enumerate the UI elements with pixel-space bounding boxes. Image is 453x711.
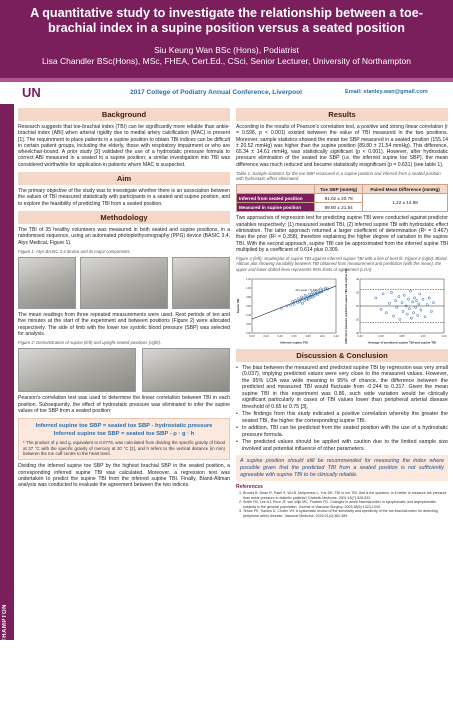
y-tick-label: 0.20 [245,322,251,326]
table-cell-diff: 1.22 ± 14.88 [363,194,448,212]
y-tick-label: 1.20 [245,277,251,281]
conference-name: 2017 College of Podiatry Annual Conference, Liverpool [130,89,302,96]
poster-title: A quantitative study to investigate the relationship between a toe-brachial index in a supine position versus a seated position [30,6,423,35]
list-item: • In addition, TBI can be predicted from the seated position with the use of a hydrostatic pressure formula. [236,425,448,438]
supine-position-photo [18,348,136,392]
scatter-chart [236,275,340,345]
x-tick-label: 0.40 [277,334,283,338]
y-tick-label: 0.80 [245,295,251,299]
x-tick-label: 0.20 [263,334,269,338]
reference-item: 2. Smith FB, Lee AJ, Price JF, van Wijk MC, Fowkes FG. Changes in ankle brachial index in symptomatic and asymptomatic subjects in the general population. Journal of Vascular Surgery. 2003;38(6):1323-1330. [243,500,448,509]
table-header-cell [237,185,315,194]
x-tick-label: 1.00 [420,334,426,338]
bland-altman-chart [344,268,448,345]
equation-note: * The product of ρ and g, equivalent to 0.0776, was calculated from dividing the specific gravity of blood at 37 °C with the specific gravity of mercury at 20 °C [2], and h refers to the vertical distance (in mm) between the toe cuff centre to the heart level. [23,440,225,456]
y-tick-label: 0.40 [245,313,251,317]
charts-row [236,268,448,345]
figure3-caption: Figure 3 (left): Scatterplot of supine TBI against inferred supine TBI with a line of best fit. Figure 4 (right): Bland-Altman plot showing variability between TBI obtained from measurement and prediction (with the mean), the upper and lower dotted lines represents 95% limits of agreement (LOA). [236,256,448,272]
seated-position-photo [142,348,230,392]
list-item: • The findings from this study indicated a positive correlation whereby the greater the seated TBI, the higher the corresponding supine TBI. [236,411,448,424]
figure2-caption: Figure 2: Demonstration of supine (left) and upright seated positions (right). [18,340,162,346]
background-heading: Background [18,108,230,121]
x-tick-label: 0.60 [291,334,297,338]
table-header-cell: Paired Mean Difference (mmHg) [363,185,448,194]
list-item: • The predicted values should be applied with caution due to the limited sample size involved and potential influence of other parameters. [236,439,448,452]
authors [6,45,447,67]
x-axis-label: Inferred supine TBI [280,340,308,345]
y-tick-label: 0.60 [245,304,251,308]
x-tick-label: 1.20 [333,334,339,338]
y-tick-label: .40 [355,277,359,281]
methodology-text-2: The mean readings from three repeated measurements were used. Rest periods of ten and five minutes at the start of the experiment and between positions (Figure 2) were allocated respectively. The side of limb with the lower toe systolic blood pressure (SBP) was selected for analysis. [18,312,230,337]
references-list [236,491,448,518]
figure1-photos [18,257,230,309]
equation-2: Inferred supine toe SBP = seated toe SBP - ρ · g · h [53,431,195,438]
contact-email: Email: stanley.wan@gmail.com [345,89,428,95]
methodology-text-4: Dividing the inferred supine toe SBP by the highest brachial SBP in the seated position, a corresponding inferred supine TBI was calculated. Moreover, a regression test was undertaken to predict the supine TBI from the inferred supine TBI. Finally, Bland-Altman analysis was conducted to evaluate the agreement between the two indices. [18,463,230,489]
conclusion-box: A supine position should still be recommended for measuring the index where possible given that the predicted TBI from a seated position is not sufficiently agreeable with supine TBI to be clinically reliable. [236,455,448,481]
results-text-1: According to the results of Pearson's correlation test, a positive and strong linear correlation (r = 0.598, p < 0.001) existed between the value of TBI measured in the two positions. Moreover, sample statistics showed the mean toe SBP measured in a seated position (155.14 ± 20.52 mmHg) was higher than the supine position (89.80 ± 21.54 mmHg). This difference, 65.34 ± 14.61 mmHg, was statistically significant (p < 0.001). However, after hydrostatic pressure elimination of the seated toe SBP (i.e. the inferred supine toe SBP), the mean difference was much reduced and became statistically insignificant (p = 0.631) (see table 1). [236,124,448,168]
x-tick-label: 1.00 [319,334,325,338]
author-2: Lisa Chandler BSc(Hons), MSc, FHEA, Cert.Ed., CSci, Senior Lecturer, University of Northampton [42,56,411,66]
table-header-row [237,185,448,194]
equation-1: Inferred supine toe SBP = seated toe SBP - hydrostatic pressure [35,423,213,430]
aim-heading: Aim [18,172,230,185]
sidebar-band [0,104,14,711]
reference-item: 1. Brooks B, Dean R, Patel S, Wu B, Molyneaux L, Yue DK. TBI or not TBI: that is the question. Is it better to measure toe pressure than ankle pressure in diabetic patients? Diabetic Medicine. 2001;18(7):528-532. [243,491,448,500]
discussion-list [236,365,448,453]
x-tick-label: 0.00 [249,334,255,338]
y-tick-label: -.20 [354,318,359,322]
y-tick-label: -.40 [354,331,359,335]
y-tick-label: 1.00 [245,286,251,290]
equation-box [18,418,230,460]
references-heading: References [236,484,263,491]
background-text: Research suggests that toe-brachial index (TBI) can be significantly more reliable than ankle-brachial index (ABI) when arterial rigidity due to medial artery calcification (MAC) is present [1]. The requirement to place patients in a supine position to obtain TBI indices can be difficult in certain patient groups, including the elderly, those with respiratory impairment or who are wheelchair-bound. A prior study [2] validated the use of a hydrostatic pressure formula to correct ABI measured in a seated to a supine position; a similar investigation into TBI was considered worthwhile for application in patients where MAC is suspected. [18,124,230,168]
y-tick-label: .00 [355,304,359,308]
table-row [237,194,448,203]
table-cell: 89.80 ± 21.54 [315,203,363,212]
svg-text:UN: UN [22,85,41,100]
device-photo [18,257,76,309]
table1-caption: Table 1: Sample statistics for the toe SBP measured in a supine position and inferred from a seated position with hydrostatic effect eliminated. [236,171,441,182]
y-axis-label: Supine TBI [236,298,240,314]
y-tick-label: .20 [355,291,359,295]
y-tick-label: 0.00 [245,331,251,335]
table-row-label: Inferred from seated position [237,194,315,203]
left-column [18,104,230,488]
aim-text: The primary objective of the study was to investigate whether there is an association between the values of TBI measured statistically with participants in a seated and supine position, and to explore the feasibility of predicting TBI from a seated position. [18,188,230,207]
figure2-photos [18,348,230,392]
list-item: • The bias between the measured and predicted supine TBI by regression was very small (0.037), implying predicted values were very close to the measured values. However, the 95% LOA was wide meaning in 95% of chance, the difference between the predicted and measured TBI would fluctuate from -0.244 to 0.317. Given the mean supine TBI in this experiment was 0.86, such wide variation would be clinically significant particularly in cases of TBI values lower than peripheral arterial disease threshold of 0.65 to 0.75 [3]. [236,365,448,411]
results-text-2: Two approaches of regression test for predicting supine TBI were conducted against predictor variables respectively: (1) measured seated TBI, (2) inferred supine TBI with hydrostatic effect elimination. The latter approach returned a larger coefficient of determination (R² = 0.467) than the prior (R² = 0.358), therefore explaining the higher degree of variation in the supine TBI. With the second approach, supine TBI can be approximated from the inferred supine TBI multiplied by a coefficient of 0.614 plus 0.309. [236,215,448,253]
x-axis-label: Average of predicted supine TBI and supine TBI [367,340,437,345]
x-tick-label: 0.60 [378,334,384,338]
figure1-caption: Figure 1: Atys BASIC 3.4 device and its major components. [18,248,131,254]
university-logo-icon [20,83,50,103]
x-tick-label: 0.40 [357,334,363,338]
methodology-heading: Methodology [18,211,230,224]
sidebar-university-text: UNIVERSITY OF NORTHAMPTON [2,604,8,711]
x-tick-label: 0.80 [399,334,405,338]
x-tick-label: 0.80 [305,334,311,338]
right-column [236,104,448,518]
results-table [236,184,448,212]
methodology-text-3: Pearson's correlation test was used to determine the linear correlation between TBI in each position. Subsequently, the effect of hydrostatic pressure was eliminated to infer the supine values of toe SBP from a seated position: [18,395,230,415]
reference-item: 3. Tehan PE, Santos D, Chuter VH. A systematic review of the sensitivity and specificity of the toe-brachial index for detecting peripheral artery disease. Vascular Medicine. 2016;21(4):382-389. [243,509,448,518]
x-tick-label: 1.20 [441,334,447,338]
y-axis-label: Difference between predicted supine TBI and supine TBI [344,268,348,344]
table-cell: 91.02 ± 20.78 [315,194,363,203]
results-heading: Results [236,108,448,121]
table-header-cell: Toe SBP (mmHg) [315,185,363,194]
methodology-text-1: The TBI of 35 healthy volunteers was measured in both seated and supine positions, in a randomised sequence, using an automated photoplethysmography (PPG) device (BASIC 3.4, Atys Medical, Figure 1). [18,226,230,246]
author-1: Siu Keung Wan BSc (Hons), Podiatrist [154,45,299,55]
toe-cuff-photo [172,257,230,309]
device-components-photo [80,257,168,309]
discussion-heading: Discussion & Conclusion [236,349,448,362]
r-squared-annotation: R² Linear = 0.467 [295,287,318,292]
plot-area [252,279,336,333]
table-row-label: Measured in supine position [237,203,315,212]
